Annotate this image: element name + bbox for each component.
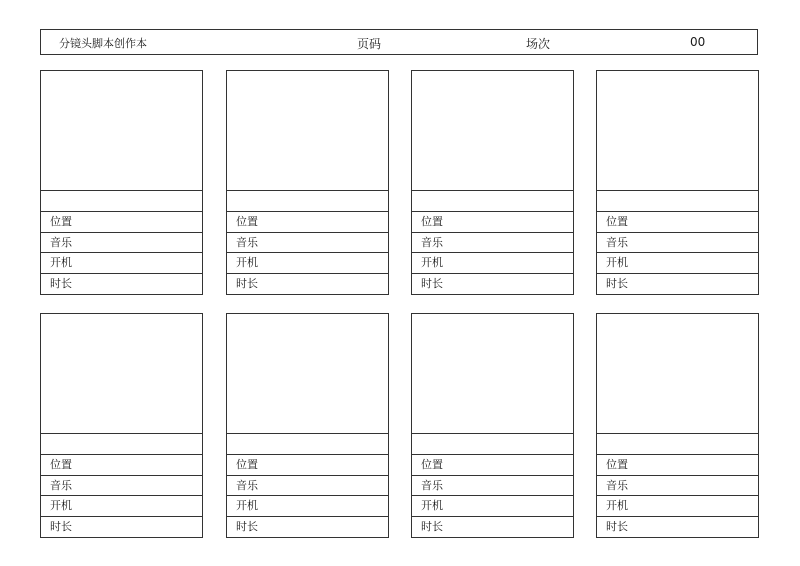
panel-field-label: 时长 [50, 276, 72, 290]
panel-field-label: 音乐 [41, 476, 202, 497]
panel-caption-row [597, 434, 758, 455]
panel-field-label: 位置 [412, 455, 573, 476]
panel-caption-row [597, 191, 758, 212]
panel-field-label: 音乐 [227, 233, 388, 254]
panel-field-label: 位置 [597, 212, 758, 233]
panel-field-label: 位置 [41, 212, 202, 233]
panel-frame-box [41, 71, 202, 191]
storyboard-panel-6 [226, 313, 389, 538]
panel-field-label: 音乐 [597, 476, 758, 497]
panel-field-label: 时长 [421, 519, 443, 533]
panel-frame-box [227, 71, 388, 191]
panel-field-label: 音乐 [41, 233, 202, 254]
scene-label: 场次 [526, 37, 551, 51]
scene-number: 00 [690, 35, 706, 49]
storyboard-panel-3 [411, 70, 574, 295]
panel-frame-box [412, 71, 573, 191]
panel-field-label: 开机 [597, 496, 758, 517]
panel-field-label: 时长 [421, 276, 443, 290]
storyboard-panel-5 [40, 313, 203, 538]
panel-field-label: 位置 [41, 455, 202, 476]
panel-frame-box [597, 71, 758, 191]
panel-field-label: 开机 [227, 253, 388, 274]
panel-field-label: 音乐 [412, 233, 573, 254]
panel-field-label: 开机 [412, 496, 573, 517]
storyboard-panel-1 [40, 70, 203, 295]
panel-field-label: 开机 [41, 496, 202, 517]
panel-caption-row [412, 434, 573, 455]
panel-field-label: 开机 [597, 253, 758, 274]
panel-field-label: 开机 [227, 496, 388, 517]
panel-field-label: 位置 [412, 212, 573, 233]
storyboard-panel-8 [596, 313, 759, 538]
panel-field-label: 位置 [227, 455, 388, 476]
panel-field-label: 开机 [412, 253, 573, 274]
panel-field-label: 时长 [606, 519, 628, 533]
panel-field-label: 时长 [236, 519, 258, 533]
panel-frame-box [41, 314, 202, 434]
storyboard-header [40, 29, 758, 55]
panel-field-label: 位置 [597, 455, 758, 476]
panel-caption-row [41, 434, 202, 455]
panel-caption-row [41, 191, 202, 212]
storyboard-panel-2 [226, 70, 389, 295]
panel-field-label: 音乐 [412, 476, 573, 497]
panel-field-label: 时长 [606, 276, 628, 290]
panel-frame-box [227, 314, 388, 434]
panel-caption-row [227, 191, 388, 212]
storyboard-panel-7 [411, 313, 574, 538]
panel-field-label: 时长 [236, 276, 258, 290]
panel-field-label: 开机 [41, 253, 202, 274]
panel-field-label: 音乐 [597, 233, 758, 254]
panel-field-label: 音乐 [227, 476, 388, 497]
panel-frame-box [597, 314, 758, 434]
panel-field-label: 位置 [227, 212, 388, 233]
panel-caption-row [412, 191, 573, 212]
storyboard-panel-4 [596, 70, 759, 295]
panel-caption-row [227, 434, 388, 455]
panel-field-label: 时长 [50, 519, 72, 533]
page-number-label: 页码 [357, 37, 382, 51]
panel-frame-box [412, 314, 573, 434]
document-title: 分镜头脚本创作本 [59, 37, 147, 50]
